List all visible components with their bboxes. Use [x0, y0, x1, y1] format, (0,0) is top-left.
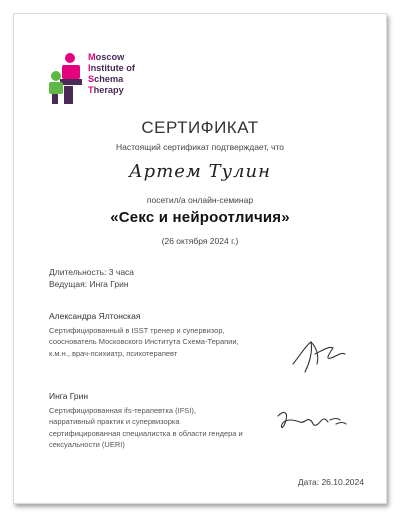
- certificate-subtitle: Настоящий сертификат подтверждает, что: [115, 142, 284, 152]
- recipient-name: Артем Тулин: [129, 161, 271, 182]
- signature-1: [289, 334, 349, 376]
- certificate-title: СЕРТИФИКАТ: [141, 118, 259, 137]
- attended-text: посетил/а онлайн-семинар: [146, 195, 254, 205]
- issue-date: Дата: 26.10.2024: [297, 477, 364, 487]
- signatory-credential: Сертифицированная ifs-терапевтка (IFSI),: [49, 405, 196, 415]
- signatory-credential: Сертифицированный в ISST тренер и супервизор,: [49, 325, 225, 335]
- seminar-title: «Секс и нейроотличия»: [110, 209, 290, 226]
- signatory-1: [49, 311, 299, 359]
- signatory-name: Инга Грин: [49, 391, 89, 401]
- logo-figures-icon: [46, 52, 84, 108]
- duration-text: Длительность: 3 часа: [49, 267, 135, 277]
- signatory-credential: к.м.н., врач-психиатр, психотерапевт: [49, 348, 178, 358]
- signatory-credential: нарративный практик и супервизорка: [49, 417, 180, 426]
- host-text: Ведущая: Инга Грин: [49, 279, 129, 289]
- event-date: (26 октября 2024 г.): [161, 236, 239, 246]
- institute-logo: [46, 42, 176, 108]
- signatory-name: Александра Ялтонская: [49, 311, 141, 321]
- signatory-credential: сексуальности (UERI): [49, 440, 125, 449]
- signatory-credential: сертифицированная специалистка в области гендера и: [49, 428, 243, 438]
- signature-2: [274, 406, 349, 436]
- logo-wordmark: Moscow Institute of Schema Therapy: [88, 52, 135, 95]
- signatory-credential: сооснователь Московского Института Схема-Терапии,: [49, 337, 239, 346]
- signatory-2: [49, 391, 299, 451]
- certificate-page: [13, 13, 387, 504]
